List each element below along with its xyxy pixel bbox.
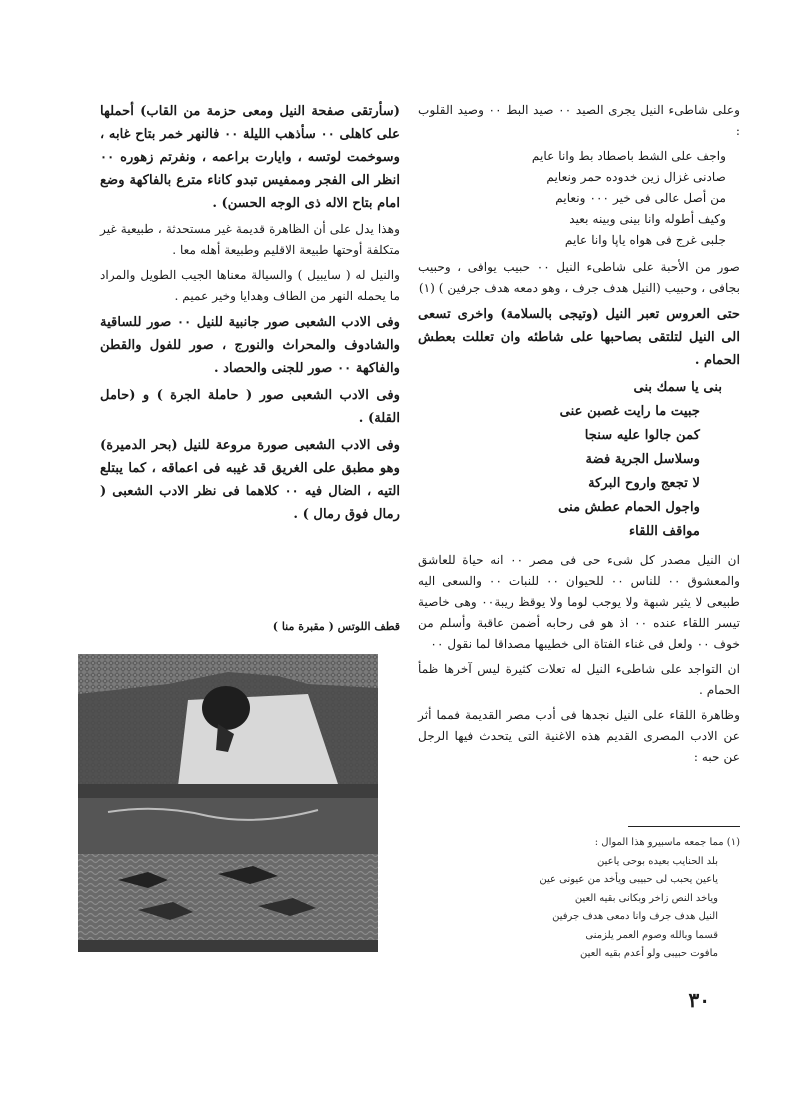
footnote-divider	[628, 826, 740, 827]
verse-line: وسلاسل الجرية فضة	[585, 452, 700, 467]
paragraph: وعلى شاطىء النيل يجرى الصيد ٠٠ صيد البط ٠٠ وصيد القلوب :	[418, 103, 740, 138]
verse-line: مواقف اللقاء	[628, 524, 700, 539]
footnote-line: ياعين يحبب لى حبيبى ويأخد من عيونى عين	[539, 874, 718, 885]
photo-caption: قطف اللوتس ( مقبرة منا )	[272, 620, 400, 633]
verse-line: جبيت ما رايت غصبن عنى	[559, 404, 700, 419]
verse-line: لا تجعج واروح البركة	[588, 476, 700, 491]
footnote-line: (١) مما جمعه ماسبيرو هذا الموال :	[594, 837, 740, 848]
verse-line: من أصل عالى فى خير ٠٠٠ ونعايم	[555, 191, 726, 205]
paragraph: صور من الأحبة على شاطىء النيل ٠٠ حبيب يوافى ، وحبيب بجافى ، وحبيب (النيل هدف جرف ، وهو دمعه هدف جرفين ) (١)	[418, 260, 740, 295]
bride-song-verse	[418, 376, 740, 544]
verse-line: بنى يا سمك بنى	[633, 380, 722, 395]
paragraph: والنيل له ( سايبيل ) والسيالة معناها الجيب الطويل والمراد ما يحمله النهر من الطاف وهدايا وخير عميم .	[100, 268, 400, 303]
footnote-line: وياخد النص زاخر وبكانى بقيه العين	[574, 892, 718, 904]
verse-line: صادنى غزال زين خدوده حمر ونعايم	[546, 170, 726, 184]
paragraph: وظاهرة اللقاء على النيل نجدها فى أدب مصر القديمة فمما أثر عن الادب المصرى القديم هذه الاغنية التى يتحدث فيها الرجل عن حبه :	[418, 708, 740, 764]
paragraph-bold: حتى العروس تعبر النيل (وتيجى بالسلامة) واخرى تسعى الى النيل لتلتقى بصاحبها على شاطئه وان تعللت بعطش الحمام .	[418, 307, 740, 368]
right-text-column	[418, 100, 740, 772]
footnotes	[440, 834, 740, 964]
verse-line: كمن جالوا عليه سنجا	[584, 428, 700, 443]
page-number: ٣٠	[688, 988, 710, 1012]
paragraph: ان التواجد على شاطىء النيل له تعلات كثيرة ليس آخرها ظمأ الحمام .	[418, 662, 740, 697]
paragraph: ان النيل مصدر كل شىء حى فى مصر ٠٠ انه حياة للعاشق والمعشوق ٠٠ للناس ٠٠ للحيوان ٠٠ للنبات ٠٠ والسعى اليه طبيعى لا يثير شبهة ولا يوجب لوما ولا يوقظ ريبة٠٠ وهى خاصية تيسر اللقاء عنده ٠٠ اذ هو فى رحابه أضمن عاقبة وأسلم من خوف ٠٠ ولعل فى غناء الفتاة الى خطيبها مصداقا لما نقول ٠٠	[418, 553, 741, 651]
photo-illustration	[78, 654, 378, 952]
paragraph-bold: وفى الادب الشعبى صورة مروعة للنيل (بحر الدميرة) وهو مطبق على الغريق قد غيبه فى اعماقه ، كما يبتلع التيه ، الضال فيه ٠٠ كلاهما فى نظر الادب الشعبى ( رمال فوق رمال ) .	[100, 438, 401, 522]
lotus-harvest-photo	[78, 654, 378, 952]
left-text-column	[100, 100, 400, 530]
verse-line: وكيف أطوله وانا بينى وبينه بعيد	[569, 212, 726, 226]
footnote-line: النيل هدف جرف وانا دمعى هدف جرفين	[552, 911, 718, 922]
verse-line: جلبى غرج فى هواه ياپا وانا عايم	[564, 233, 726, 247]
verse-line: واجول الحمام عطش منى	[558, 500, 700, 515]
verse-line: واجف على الشط باصطاد بط وانا عايم	[531, 149, 726, 163]
footnote-line: قسما وبالله وصوم العمر يلزمنى	[585, 929, 718, 941]
folk-verse	[418, 146, 740, 251]
paragraph-bold: وفى الادب الشعبى صور جانبية للنيل ٠٠ صور للساقية والشادوف والمحراث والنورج ، صور للفول والقطن والفاكهة ٠٠ صور للجنى والحصاد .	[100, 315, 400, 376]
paragraph-bold: (سأرتقى صفحة النيل ومعى حزمة من القاب) أحملها على كاهلى ٠٠ سأذهب الليلة ٠٠ فالنهر خمر بتاح غابه ، وسوخمت لوتسه ، وايارت براعمه ، ونفرتم زهوره ٠٠ انظر الى الفجر وممفيس تبدو كاناء مترع بالفاكهة وضع امام بتاح الاله ذى الوجه الحسن) .	[100, 104, 400, 211]
footnote-line: مافوت حبيبى ولو أعدم بقيه العين	[580, 948, 718, 959]
paragraph-bold: وفى الادب الشعبى صور ( حاملة الجرة ) و (حامل القلة) .	[100, 388, 400, 426]
footnote-line: بلد الحنايب بعيده بوحى ياعين	[596, 855, 718, 867]
paragraph: وهذا يدل على أن الظاهرة قديمة غير مستحدثة ، طبيعية غير متكلفة أوحتها طبيعة الاقليم وطبيعة أهله معا .	[100, 222, 400, 257]
